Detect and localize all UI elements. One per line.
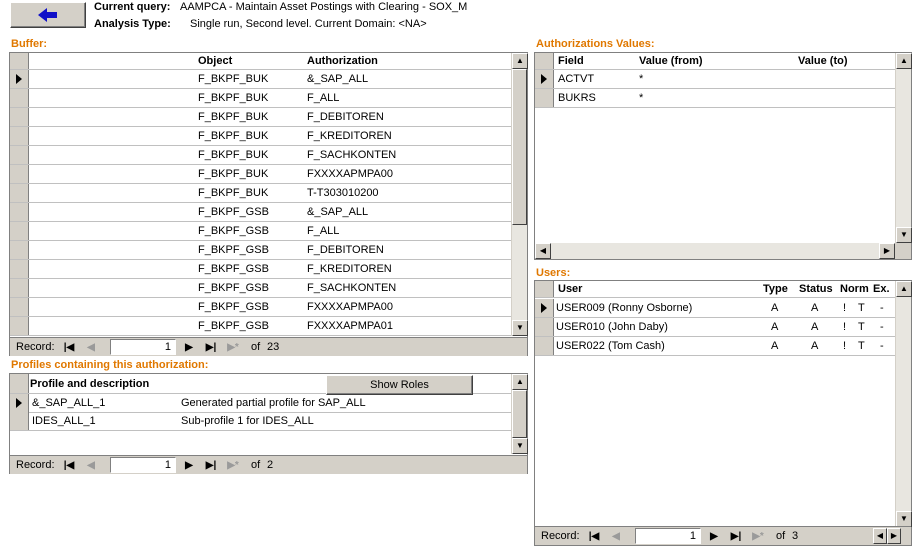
- table-row[interactable]: [535, 70, 895, 89]
- cell-object: F_BKPF_BUK: [198, 92, 269, 104]
- scroll-left-icon[interactable]: ◀: [535, 243, 551, 259]
- row-selector[interactable]: [10, 412, 29, 430]
- cell-ex-t: T: [858, 321, 865, 333]
- scroll-down-icon[interactable]: ▼: [896, 227, 912, 243]
- cell-authorization: T-T303010200: [307, 187, 379, 199]
- new-record-icon[interactable]: ▶*: [747, 528, 769, 544]
- table-row[interactable]: [10, 241, 511, 260]
- profiles-grid: [9, 373, 528, 474]
- cell-ex: -: [880, 321, 884, 333]
- last-record-icon[interactable]: ▶|: [725, 528, 747, 544]
- cell-authorization: FXXXXAPMPA00: [307, 168, 393, 180]
- scroll-down-icon[interactable]: ▼: [896, 511, 912, 527]
- auth-values-vscroll[interactable]: [895, 53, 911, 243]
- record-total: 23: [267, 341, 280, 353]
- row-selector[interactable]: [535, 318, 554, 336]
- first-record-icon[interactable]: |◀: [583, 528, 605, 544]
- cell-user: USER010 (John Daby): [556, 321, 668, 333]
- cell-object: F_BKPF_GSB: [198, 301, 269, 313]
- record-total: 3: [792, 530, 799, 542]
- scroll-corner: [895, 243, 911, 259]
- first-record-icon[interactable]: |◀: [58, 457, 80, 473]
- cell-authorization: FXXXXAPMPA01: [307, 320, 393, 332]
- cell-ex: -: [880, 340, 884, 352]
- table-row[interactable]: [10, 146, 511, 165]
- cell-authorization: FXXXXAPMPA00: [307, 301, 393, 313]
- table-row[interactable]: [10, 222, 511, 241]
- cell-description: Generated partial profile for SAP_ALL: [181, 397, 366, 409]
- buffer-record-nav: [10, 337, 527, 356]
- record-of-label: of: [776, 530, 786, 542]
- buffer-title: Buffer:: [11, 38, 48, 50]
- users-col-user: User: [558, 283, 583, 295]
- record-number-input[interactable]: 1: [110, 457, 176, 473]
- cell-authorization: F_ALL: [307, 225, 340, 237]
- users-title: Users:: [536, 267, 571, 279]
- row-selector[interactable]: [10, 279, 29, 297]
- profiles-record-nav: [10, 455, 527, 474]
- scroll-right-icon[interactable]: ▶: [879, 243, 895, 259]
- cell-type: A: [771, 340, 779, 352]
- scroll-up-icon[interactable]: ▲: [896, 281, 912, 297]
- show-roles-button[interactable]: Show Roles: [326, 375, 473, 395]
- buffer-header-row: [10, 53, 511, 70]
- users-record-nav: [535, 526, 911, 545]
- scroll-thumb[interactable]: [512, 390, 527, 438]
- cell-authorization: F_KREDITOREN: [307, 263, 392, 275]
- row-selector[interactable]: [535, 89, 554, 107]
- buffer-vscroll[interactable]: [511, 53, 527, 336]
- cell-authorization: F_SACHKONTEN: [307, 149, 397, 161]
- cell-type: A: [771, 321, 779, 333]
- auth-col-field: Field: [558, 55, 584, 67]
- table-row[interactable]: [535, 337, 895, 356]
- cell-ex-t: T: [858, 340, 865, 352]
- row-selector[interactable]: [10, 260, 29, 278]
- users-col-ex: Ex.: [873, 283, 890, 295]
- cell-object: F_BKPF_BUK: [198, 149, 269, 161]
- row-selector[interactable]: [10, 108, 29, 126]
- cell-authorization: F_DEBITOREN: [307, 111, 384, 123]
- first-record-icon[interactable]: |◀: [58, 339, 80, 355]
- buffer-col-object: Object: [198, 55, 233, 67]
- last-record-icon[interactable]: ▶|: [200, 457, 222, 473]
- profiles-title: Profiles containing this authorization:: [11, 359, 209, 371]
- record-of-label: of: [251, 341, 261, 353]
- row-selector[interactable]: [10, 127, 29, 145]
- row-selector-icon: [541, 303, 547, 313]
- row-selector[interactable]: [10, 298, 29, 316]
- scroll-left-icon[interactable]: ◀: [873, 528, 887, 544]
- table-row[interactable]: [10, 260, 511, 279]
- table-row[interactable]: [10, 394, 511, 413]
- cell-object: F_BKPF_GSB: [198, 263, 269, 275]
- cell-status: A: [811, 340, 819, 352]
- profiles-vscroll[interactable]: [511, 374, 527, 454]
- cell-object: F_BKPF_GSB: [198, 282, 269, 294]
- new-record-icon[interactable]: ▶*: [222, 339, 244, 355]
- row-selector[interactable]: [10, 89, 29, 107]
- table-row[interactable]: [10, 412, 511, 431]
- users-col-norm: Norm: [840, 283, 869, 295]
- new-record-icon[interactable]: ▶*: [222, 457, 244, 473]
- cell-authorization: F_ALL: [307, 92, 340, 104]
- scroll-right-icon[interactable]: ▶: [887, 528, 901, 544]
- users-col-type: Type: [763, 283, 788, 295]
- table-row[interactable]: [10, 317, 511, 336]
- auth-values-grid: [534, 52, 912, 260]
- cell-object: F_BKPF_BUK: [198, 187, 269, 199]
- cell-object: F_BKPF_BUK: [198, 130, 269, 142]
- header-selector: [10, 374, 29, 393]
- buffer-grid: [9, 52, 528, 356]
- table-row[interactable]: [10, 298, 511, 317]
- header-selector: [10, 53, 29, 69]
- table-row[interactable]: [10, 89, 511, 108]
- table-row[interactable]: [10, 108, 511, 127]
- table-row[interactable]: [535, 318, 895, 337]
- row-selector[interactable]: [10, 394, 29, 412]
- cell-authorization: &_SAP_ALL: [307, 206, 369, 218]
- auth-col-value-to: Value (to): [798, 55, 848, 67]
- users-vscroll[interactable]: [895, 281, 911, 545]
- cell-field: BUKRS: [558, 92, 596, 104]
- buffer-col-authorization: Authorization: [307, 55, 378, 67]
- cell-authorization: &_SAP_ALL: [307, 73, 369, 85]
- table-row[interactable]: [10, 279, 511, 298]
- table-row[interactable]: [10, 203, 511, 222]
- back-arrow-icon: [37, 7, 59, 23]
- cell-value-from: *: [639, 92, 644, 104]
- next-record-icon[interactable]: ▶: [703, 528, 725, 544]
- cell-status: A: [811, 302, 819, 314]
- row-selector[interactable]: [10, 317, 29, 335]
- table-row[interactable]: [10, 165, 511, 184]
- cell-object: F_BKPF_GSB: [198, 320, 269, 332]
- scroll-thumb[interactable]: [512, 69, 527, 225]
- auth-values-hscroll[interactable]: [535, 243, 895, 259]
- row-selector-icon: [541, 74, 547, 84]
- cell-profile: &_SAP_ALL_1: [32, 397, 106, 409]
- cell-ex-t: T: [858, 302, 865, 314]
- record-of-label: of: [251, 459, 261, 471]
- scroll-down-icon[interactable]: ▼: [512, 438, 528, 454]
- last-record-icon[interactable]: ▶|: [200, 339, 222, 355]
- table-row[interactable]: [10, 70, 511, 89]
- row-selector[interactable]: [10, 222, 29, 240]
- table-row[interactable]: [10, 127, 511, 146]
- cell-norm: !: [843, 340, 847, 352]
- record-label: Record:: [16, 459, 55, 471]
- cell-field: ACTVT: [558, 73, 595, 85]
- record-label: Record:: [541, 530, 580, 542]
- back-button[interactable]: [10, 2, 86, 28]
- row-selector[interactable]: [10, 165, 29, 183]
- users-header-row: [535, 281, 895, 298]
- auth-col-value-from: Value (from): [639, 55, 703, 67]
- cell-type: A: [771, 302, 779, 314]
- users-grid: [534, 280, 912, 546]
- record-number-input[interactable]: 1: [110, 339, 176, 355]
- cell-status: A: [811, 321, 819, 333]
- cell-profile: IDES_ALL_1: [32, 415, 96, 427]
- cell-object: F_BKPF_GSB: [198, 225, 269, 237]
- row-selector[interactable]: [10, 146, 29, 164]
- auth-values-title: Authorizations Values:: [536, 38, 655, 50]
- cell-authorization: F_KREDITOREN: [307, 130, 392, 142]
- header-selector: [535, 53, 554, 69]
- row-selector-icon: [16, 398, 22, 408]
- record-number-input[interactable]: 1: [635, 528, 701, 544]
- record-label: Record:: [16, 341, 55, 353]
- next-record-icon[interactable]: ▶: [178, 339, 200, 355]
- row-selector[interactable]: [10, 184, 29, 202]
- analysis-type-value: Single run, Second level. Current Domain: <NA>: [190, 18, 427, 30]
- row-selector[interactable]: [10, 203, 29, 221]
- scroll-up-icon[interactable]: ▲: [896, 53, 912, 69]
- cell-norm: !: [843, 321, 847, 333]
- cell-object: F_BKPF_BUK: [198, 111, 269, 123]
- scroll-down-icon[interactable]: ▼: [512, 320, 528, 336]
- cell-norm: !: [843, 302, 847, 314]
- prev-record-icon[interactable]: ◀: [80, 339, 102, 355]
- cell-object: F_BKPF_GSB: [198, 206, 269, 218]
- cell-authorization: F_SACHKONTEN: [307, 282, 397, 294]
- table-row[interactable]: [10, 184, 511, 203]
- auth-values-header-row: [535, 53, 895, 70]
- table-row[interactable]: [535, 89, 895, 108]
- header-selector: [535, 281, 554, 297]
- record-total: 2: [267, 459, 274, 471]
- current-query-value: AAMPCA - Maintain Asset Postings with Clearing - SOX_M: [180, 1, 468, 13]
- row-selector[interactable]: [10, 70, 29, 88]
- next-record-icon[interactable]: ▶: [178, 457, 200, 473]
- row-selector[interactable]: [535, 337, 554, 355]
- prev-record-icon[interactable]: ◀: [80, 457, 102, 473]
- cell-description: Sub-profile 1 for IDES_ALL: [181, 415, 314, 427]
- analysis-type-label: Analysis Type:: [94, 18, 171, 30]
- cell-user: USER022 (Tom Cash): [556, 340, 665, 352]
- row-selector[interactable]: [535, 70, 554, 88]
- prev-record-icon[interactable]: ◀: [605, 528, 627, 544]
- current-query-label: Current query:: [94, 1, 171, 13]
- cell-object: F_BKPF_GSB: [198, 244, 269, 256]
- cell-user: USER009 (Ronny Osborne): [556, 302, 693, 314]
- scroll-up-icon[interactable]: ▲: [512, 374, 528, 390]
- row-selector[interactable]: [535, 299, 554, 317]
- table-row[interactable]: [535, 299, 895, 318]
- profiles-col-profile: Profile and description: [30, 378, 150, 390]
- cell-value-from: *: [639, 73, 644, 85]
- cell-authorization: F_DEBITOREN: [307, 244, 384, 256]
- row-selector-icon: [16, 74, 22, 84]
- cell-ex: -: [880, 302, 884, 314]
- row-selector[interactable]: [10, 241, 29, 259]
- users-col-status: Status: [799, 283, 833, 295]
- cell-object: F_BKPF_BUK: [198, 168, 269, 180]
- cell-object: F_BKPF_BUK: [198, 73, 269, 85]
- scroll-up-icon[interactable]: ▲: [512, 53, 528, 69]
